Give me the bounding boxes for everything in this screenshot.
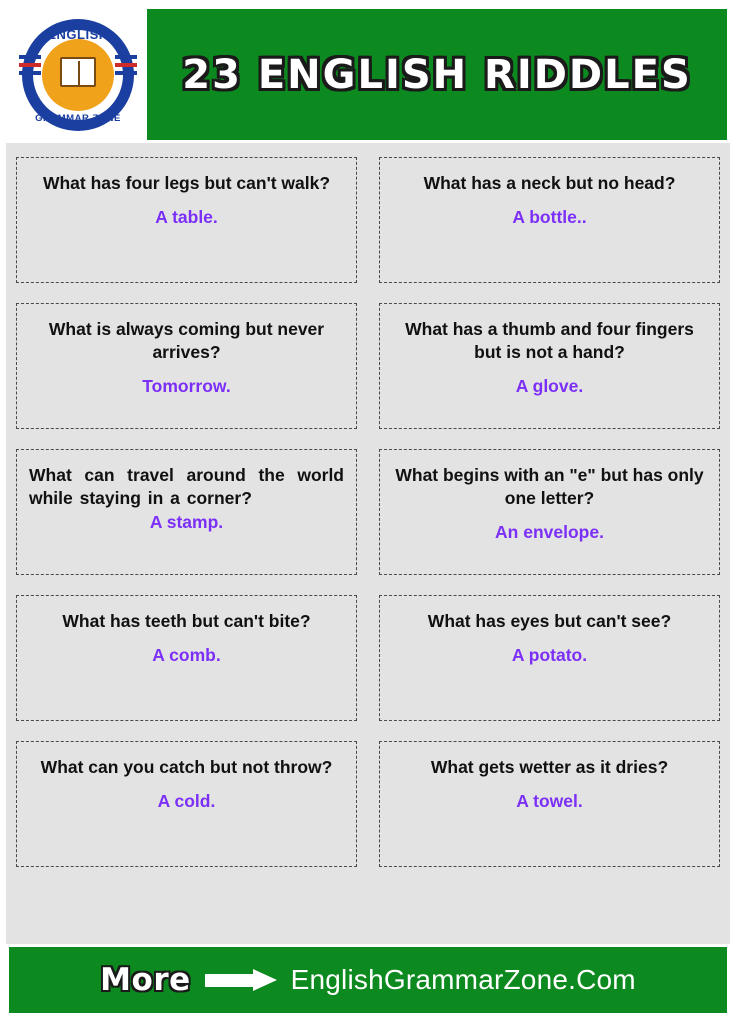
right-arrow-icon	[205, 969, 277, 991]
riddle-question: What has a thumb and four fingers but is not a hand?	[405, 319, 694, 363]
riddle-card	[379, 449, 720, 575]
riddle-question: What has teeth but can't bite?	[62, 611, 311, 631]
riddle-answer: A bottle..	[512, 207, 587, 228]
riddle-card	[379, 157, 720, 283]
logo-top-text: ENGLISH	[47, 26, 109, 42]
logo-left-lines-icon	[19, 55, 41, 89]
riddle-answer: A potato.	[511, 645, 588, 666]
riddle-card	[16, 449, 357, 575]
riddle-answer: Tomorrow.	[142, 376, 231, 397]
riddle-card	[379, 741, 720, 867]
riddle-answer: A towel.	[516, 791, 583, 812]
poster-header	[6, 6, 730, 143]
riddle-card	[16, 303, 357, 429]
riddle-answer: A comb.	[152, 645, 221, 666]
open-book-icon	[60, 57, 96, 87]
riddle-answer: A glove.	[515, 376, 584, 397]
poster-footer	[6, 944, 730, 1016]
riddle-card	[16, 595, 357, 721]
riddle-question: What is always coming but never arrives?	[48, 319, 325, 363]
footer-more-label: More	[100, 962, 191, 998]
riddle-question: What can travel around the world while staying in a corner?	[29, 465, 344, 509]
riddle-question: What has eyes but can't see?	[427, 611, 672, 631]
riddle-card	[16, 741, 357, 867]
riddle-card	[379, 303, 720, 429]
riddle-grid	[6, 143, 730, 875]
riddle-question: What has a neck but no head?	[423, 173, 676, 193]
brand-logo	[16, 13, 140, 137]
riddle-question: What begins with an "e" but has only one letter?	[395, 465, 704, 509]
logo-bottom-text: GRAMMAR ZONE	[35, 112, 121, 124]
riddle-answer: A cold.	[157, 791, 216, 812]
riddle-question: What has four legs but can't walk?	[42, 173, 331, 193]
logo-container	[9, 9, 147, 140]
riddle-question: What gets wetter as it dries?	[430, 757, 669, 777]
riddle-card	[16, 157, 357, 283]
title-container	[147, 9, 727, 140]
riddle-question: What can you catch but not throw?	[40, 757, 333, 777]
footer-website-link[interactable]: EnglishGrammarZone.Com	[290, 964, 636, 995]
riddle-card	[379, 595, 720, 721]
riddle-answer: A table.	[155, 207, 218, 228]
riddle-answer: An envelope.	[495, 522, 604, 543]
logo-right-lines-icon	[115, 55, 137, 89]
riddle-answer: A stamp.	[149, 512, 224, 533]
page-title: 23 ENGLISH RIDDLES	[182, 51, 692, 98]
